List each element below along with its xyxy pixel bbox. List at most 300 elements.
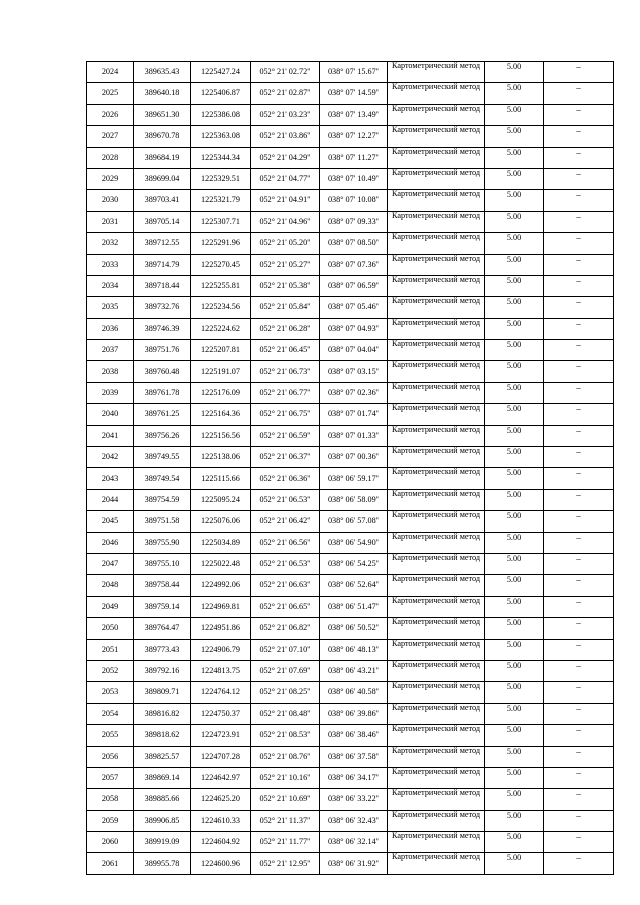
method-cell: Картометрический метод bbox=[388, 147, 485, 168]
latitude-cell: 052° 21' 06.82" bbox=[251, 618, 320, 639]
method-cell: Картометрический метод bbox=[388, 62, 485, 83]
accuracy-cell: 5.00 bbox=[485, 639, 544, 660]
table-row bbox=[87, 233, 614, 254]
coord-y-cell: 1225307.71 bbox=[191, 211, 251, 232]
latitude-cell: 052° 21' 08.48" bbox=[251, 703, 320, 724]
point-number-cell: 2038 bbox=[87, 361, 134, 382]
point-number-cell: 2043 bbox=[87, 468, 134, 489]
longitude-cell: 038° 06' 52.64" bbox=[320, 575, 388, 596]
coord-y-cell: 1225406.87 bbox=[191, 83, 251, 104]
method-cell: Картометрический метод bbox=[388, 639, 485, 660]
latitude-cell: 052° 21' 06.53" bbox=[251, 553, 320, 574]
coord-x-cell: 389760.48 bbox=[134, 361, 191, 382]
latitude-cell: 052° 21' 06.59" bbox=[251, 425, 320, 446]
note-cell: – bbox=[544, 682, 614, 703]
note-cell: – bbox=[544, 725, 614, 746]
coord-x-cell: 389758.44 bbox=[134, 575, 191, 596]
latitude-cell: 052° 21' 06.45" bbox=[251, 340, 320, 361]
coord-x-cell: 389761.78 bbox=[134, 382, 191, 403]
latitude-cell: 052° 21' 12.95" bbox=[251, 853, 320, 874]
coord-y-cell: 1225344.34 bbox=[191, 147, 251, 168]
point-number-cell: 2031 bbox=[87, 211, 134, 232]
coord-y-cell: 1224906.79 bbox=[191, 639, 251, 660]
table-row bbox=[87, 489, 614, 510]
table-row bbox=[87, 810, 614, 831]
point-number-cell: 2026 bbox=[87, 104, 134, 125]
coord-y-cell: 1224642.97 bbox=[191, 767, 251, 788]
point-number-cell: 2048 bbox=[87, 575, 134, 596]
coord-x-cell: 389718.44 bbox=[134, 275, 191, 296]
point-number-cell: 2032 bbox=[87, 233, 134, 254]
latitude-cell: 052° 21' 06.77" bbox=[251, 382, 320, 403]
note-cell: – bbox=[544, 746, 614, 767]
latitude-cell: 052° 21' 04.96" bbox=[251, 211, 320, 232]
point-number-cell: 2039 bbox=[87, 382, 134, 403]
table-row bbox=[87, 532, 614, 553]
point-number-cell: 2047 bbox=[87, 553, 134, 574]
accuracy-cell: 5.00 bbox=[485, 511, 544, 532]
note-cell: – bbox=[544, 168, 614, 189]
longitude-cell: 038° 07' 08.50" bbox=[320, 233, 388, 254]
latitude-cell: 052° 21' 05.38" bbox=[251, 275, 320, 296]
longitude-cell: 038° 06' 59.17" bbox=[320, 468, 388, 489]
method-cell: Картометрический метод bbox=[388, 233, 485, 254]
accuracy-cell: 5.00 bbox=[485, 810, 544, 831]
note-cell: – bbox=[544, 639, 614, 660]
accuracy-cell: 5.00 bbox=[485, 425, 544, 446]
table-row bbox=[87, 618, 614, 639]
latitude-cell: 052° 21' 07.69" bbox=[251, 660, 320, 681]
coord-y-cell: 1224992.06 bbox=[191, 575, 251, 596]
coord-y-cell: 1225291.96 bbox=[191, 233, 251, 254]
method-cell: Картометрический метод bbox=[388, 168, 485, 189]
table-row bbox=[87, 447, 614, 468]
coord-y-cell: 1225115.66 bbox=[191, 468, 251, 489]
coord-x-cell: 389684.19 bbox=[134, 147, 191, 168]
point-number-cell: 2052 bbox=[87, 660, 134, 681]
note-cell: – bbox=[544, 404, 614, 425]
longitude-cell: 038° 06' 34.17" bbox=[320, 767, 388, 788]
note-cell: – bbox=[544, 553, 614, 574]
latitude-cell: 052° 21' 06.65" bbox=[251, 596, 320, 617]
table-row bbox=[87, 789, 614, 810]
longitude-cell: 038° 06' 50.52" bbox=[320, 618, 388, 639]
note-cell: – bbox=[544, 382, 614, 403]
longitude-cell: 038° 07' 05.46" bbox=[320, 297, 388, 318]
note-cell: – bbox=[544, 468, 614, 489]
coord-x-cell: 389773.43 bbox=[134, 639, 191, 660]
coord-y-cell: 1224625.20 bbox=[191, 789, 251, 810]
coord-x-cell: 389714.79 bbox=[134, 254, 191, 275]
coord-y-cell: 1224951.86 bbox=[191, 618, 251, 639]
note-cell: – bbox=[544, 62, 614, 83]
longitude-cell: 038° 06' 40.58" bbox=[320, 682, 388, 703]
longitude-cell: 038° 07' 09.33" bbox=[320, 211, 388, 232]
coord-y-cell: 1224610.33 bbox=[191, 810, 251, 831]
latitude-cell: 052° 21' 06.53" bbox=[251, 489, 320, 510]
table-row bbox=[87, 361, 614, 382]
note-cell: – bbox=[544, 511, 614, 532]
accuracy-cell: 5.00 bbox=[485, 489, 544, 510]
table-row bbox=[87, 553, 614, 574]
point-number-cell: 2059 bbox=[87, 810, 134, 831]
note-cell: – bbox=[544, 190, 614, 211]
coord-x-cell: 389885.66 bbox=[134, 789, 191, 810]
method-cell: Картометрический метод bbox=[388, 361, 485, 382]
accuracy-cell: 5.00 bbox=[485, 62, 544, 83]
coord-x-cell: 389764.47 bbox=[134, 618, 191, 639]
method-cell: Картометрический метод bbox=[388, 297, 485, 318]
accuracy-cell: 5.00 bbox=[485, 832, 544, 853]
coord-y-cell: 1225363.08 bbox=[191, 126, 251, 147]
coord-y-cell: 1224600.96 bbox=[191, 853, 251, 874]
accuracy-cell: 5.00 bbox=[485, 254, 544, 275]
table-row bbox=[87, 853, 614, 874]
coord-x-cell: 389755.90 bbox=[134, 532, 191, 553]
table-row bbox=[87, 404, 614, 425]
point-number-cell: 2044 bbox=[87, 489, 134, 510]
method-cell: Картометрический метод bbox=[388, 275, 485, 296]
latitude-cell: 052° 21' 06.56" bbox=[251, 532, 320, 553]
method-cell: Картометрический метод bbox=[388, 618, 485, 639]
coord-x-cell: 389825.57 bbox=[134, 746, 191, 767]
point-number-cell: 2034 bbox=[87, 275, 134, 296]
accuracy-cell: 5.00 bbox=[485, 789, 544, 810]
note-cell: – bbox=[544, 532, 614, 553]
coord-y-cell: 1224813.75 bbox=[191, 660, 251, 681]
method-cell: Картометрический метод bbox=[388, 104, 485, 125]
coord-y-cell: 1225427.24 bbox=[191, 62, 251, 83]
accuracy-cell: 5.00 bbox=[485, 168, 544, 189]
note-cell: – bbox=[544, 853, 614, 874]
latitude-cell: 052° 21' 04.91" bbox=[251, 190, 320, 211]
accuracy-cell: 5.00 bbox=[485, 703, 544, 724]
coord-x-cell: 389754.59 bbox=[134, 489, 191, 510]
table-row bbox=[87, 126, 614, 147]
latitude-cell: 052° 21' 02.72" bbox=[251, 62, 320, 83]
point-number-cell: 2036 bbox=[87, 318, 134, 339]
method-cell: Картометрический метод bbox=[388, 126, 485, 147]
accuracy-cell: 5.00 bbox=[485, 233, 544, 254]
accuracy-cell: 5.00 bbox=[485, 83, 544, 104]
table-row bbox=[87, 596, 614, 617]
longitude-cell: 038° 06' 58.09" bbox=[320, 489, 388, 510]
accuracy-cell: 5.00 bbox=[485, 746, 544, 767]
method-cell: Картометрический метод bbox=[388, 404, 485, 425]
table-row bbox=[87, 190, 614, 211]
longitude-cell: 038° 06' 38.46" bbox=[320, 725, 388, 746]
longitude-cell: 038° 07' 14.59" bbox=[320, 83, 388, 104]
latitude-cell: 052° 21' 05.84" bbox=[251, 297, 320, 318]
table-row bbox=[87, 725, 614, 746]
method-cell: Картометрический метод bbox=[388, 340, 485, 361]
coord-x-cell: 389751.58 bbox=[134, 511, 191, 532]
point-number-cell: 2057 bbox=[87, 767, 134, 788]
coord-x-cell: 389749.54 bbox=[134, 468, 191, 489]
coord-x-cell: 389705.14 bbox=[134, 211, 191, 232]
table-row bbox=[87, 746, 614, 767]
coord-y-cell: 1225270.45 bbox=[191, 254, 251, 275]
longitude-cell: 038° 07' 01.33" bbox=[320, 425, 388, 446]
method-cell: Картометрический метод bbox=[388, 532, 485, 553]
latitude-cell: 052° 21' 08.76" bbox=[251, 746, 320, 767]
method-cell: Картометрический метод bbox=[388, 596, 485, 617]
note-cell: – bbox=[544, 767, 614, 788]
accuracy-cell: 5.00 bbox=[485, 147, 544, 168]
coord-y-cell: 1224707.28 bbox=[191, 746, 251, 767]
latitude-cell: 052° 21' 04.77" bbox=[251, 168, 320, 189]
longitude-cell: 038° 07' 04.93" bbox=[320, 318, 388, 339]
accuracy-cell: 5.00 bbox=[485, 596, 544, 617]
note-cell: – bbox=[544, 810, 614, 831]
method-cell: Картометрический метод bbox=[388, 382, 485, 403]
table-row bbox=[87, 660, 614, 681]
coord-x-cell: 389756.26 bbox=[134, 425, 191, 446]
method-cell: Картометрический метод bbox=[388, 767, 485, 788]
latitude-cell: 052° 21' 11.77" bbox=[251, 832, 320, 853]
accuracy-cell: 5.00 bbox=[485, 660, 544, 681]
accuracy-cell: 5.00 bbox=[485, 575, 544, 596]
point-number-cell: 2051 bbox=[87, 639, 134, 660]
table-row bbox=[87, 468, 614, 489]
coord-y-cell: 1225207.81 bbox=[191, 340, 251, 361]
method-cell: Картометрический метод bbox=[388, 254, 485, 275]
coord-x-cell: 389792.16 bbox=[134, 660, 191, 681]
note-cell: – bbox=[544, 660, 614, 681]
note-cell: – bbox=[544, 425, 614, 446]
table-row bbox=[87, 575, 614, 596]
latitude-cell: 052° 21' 06.75" bbox=[251, 404, 320, 425]
method-cell: Картометрический метод bbox=[388, 725, 485, 746]
coord-x-cell: 389906.85 bbox=[134, 810, 191, 831]
coord-x-cell: 389651.30 bbox=[134, 104, 191, 125]
coord-y-cell: 1225386.08 bbox=[191, 104, 251, 125]
longitude-cell: 038° 06' 32.14" bbox=[320, 832, 388, 853]
accuracy-cell: 5.00 bbox=[485, 340, 544, 361]
note-cell: – bbox=[544, 275, 614, 296]
note-cell: – bbox=[544, 318, 614, 339]
coord-x-cell: 389818.62 bbox=[134, 725, 191, 746]
longitude-cell: 038° 06' 48.13" bbox=[320, 639, 388, 660]
note-cell: – bbox=[544, 361, 614, 382]
table-row bbox=[87, 147, 614, 168]
coord-y-cell: 1225176.09 bbox=[191, 382, 251, 403]
longitude-cell: 038° 07' 02.36" bbox=[320, 382, 388, 403]
latitude-cell: 052° 21' 08.25" bbox=[251, 682, 320, 703]
longitude-cell: 038° 07' 12.27" bbox=[320, 126, 388, 147]
coord-x-cell: 389712.55 bbox=[134, 233, 191, 254]
point-number-cell: 2040 bbox=[87, 404, 134, 425]
coord-y-cell: 1225321.79 bbox=[191, 190, 251, 211]
accuracy-cell: 5.00 bbox=[485, 275, 544, 296]
coord-x-cell: 389635.43 bbox=[134, 62, 191, 83]
table-row bbox=[87, 682, 614, 703]
latitude-cell: 052° 21' 06.73" bbox=[251, 361, 320, 382]
accuracy-cell: 5.00 bbox=[485, 382, 544, 403]
method-cell: Картометрический метод bbox=[388, 703, 485, 724]
longitude-cell: 038° 07' 10.08" bbox=[320, 190, 388, 211]
note-cell: – bbox=[544, 703, 614, 724]
method-cell: Картометрический метод bbox=[388, 789, 485, 810]
table-body bbox=[87, 62, 614, 875]
point-number-cell: 2028 bbox=[87, 147, 134, 168]
note-cell: – bbox=[544, 596, 614, 617]
longitude-cell: 038° 07' 01.74" bbox=[320, 404, 388, 425]
point-number-cell: 2050 bbox=[87, 618, 134, 639]
coord-x-cell: 389869.14 bbox=[134, 767, 191, 788]
note-cell: – bbox=[544, 297, 614, 318]
table-row bbox=[87, 211, 614, 232]
longitude-cell: 038° 07' 15.67" bbox=[320, 62, 388, 83]
longitude-cell: 038° 06' 54.90" bbox=[320, 532, 388, 553]
coord-x-cell: 389751.76 bbox=[134, 340, 191, 361]
table-row bbox=[87, 62, 614, 83]
point-number-cell: 2030 bbox=[87, 190, 134, 211]
latitude-cell: 052° 21' 11.37" bbox=[251, 810, 320, 831]
point-number-cell: 2060 bbox=[87, 832, 134, 853]
coord-x-cell: 389670.78 bbox=[134, 126, 191, 147]
point-number-cell: 2033 bbox=[87, 254, 134, 275]
longitude-cell: 038° 07' 04.04" bbox=[320, 340, 388, 361]
latitude-cell: 052° 21' 07.10" bbox=[251, 639, 320, 660]
point-number-cell: 2041 bbox=[87, 425, 134, 446]
accuracy-cell: 5.00 bbox=[485, 318, 544, 339]
latitude-cell: 052° 21' 06.28" bbox=[251, 318, 320, 339]
longitude-cell: 038° 07' 07.36" bbox=[320, 254, 388, 275]
point-number-cell: 2054 bbox=[87, 703, 134, 724]
table-row bbox=[87, 275, 614, 296]
point-number-cell: 2049 bbox=[87, 596, 134, 617]
method-cell: Картометрический метод bbox=[388, 83, 485, 104]
point-number-cell: 2055 bbox=[87, 725, 134, 746]
note-cell: – bbox=[544, 489, 614, 510]
method-cell: Картометрический метод bbox=[388, 318, 485, 339]
coord-y-cell: 1225156.56 bbox=[191, 425, 251, 446]
point-number-cell: 2035 bbox=[87, 297, 134, 318]
latitude-cell: 052° 21' 02.87" bbox=[251, 83, 320, 104]
coordinates-table bbox=[86, 61, 614, 875]
note-cell: – bbox=[544, 618, 614, 639]
latitude-cell: 052° 21' 06.37" bbox=[251, 447, 320, 468]
latitude-cell: 052° 21' 04.29" bbox=[251, 147, 320, 168]
coord-y-cell: 1224764.12 bbox=[191, 682, 251, 703]
note-cell: – bbox=[544, 340, 614, 361]
coord-x-cell: 389732.76 bbox=[134, 297, 191, 318]
accuracy-cell: 5.00 bbox=[485, 553, 544, 574]
latitude-cell: 052° 21' 06.36" bbox=[251, 468, 320, 489]
coord-y-cell: 1225095.24 bbox=[191, 489, 251, 510]
accuracy-cell: 5.00 bbox=[485, 853, 544, 874]
coord-y-cell: 1225076.06 bbox=[191, 511, 251, 532]
point-number-cell: 2042 bbox=[87, 447, 134, 468]
point-number-cell: 2037 bbox=[87, 340, 134, 361]
point-number-cell: 2058 bbox=[87, 789, 134, 810]
note-cell: – bbox=[544, 789, 614, 810]
longitude-cell: 038° 06' 51.47" bbox=[320, 596, 388, 617]
point-number-cell: 2025 bbox=[87, 83, 134, 104]
accuracy-cell: 5.00 bbox=[485, 682, 544, 703]
longitude-cell: 038° 06' 37.58" bbox=[320, 746, 388, 767]
point-number-cell: 2046 bbox=[87, 532, 134, 553]
coord-y-cell: 1225329.51 bbox=[191, 168, 251, 189]
coord-x-cell: 389703.41 bbox=[134, 190, 191, 211]
coord-y-cell: 1225022.48 bbox=[191, 553, 251, 574]
table-row bbox=[87, 254, 614, 275]
accuracy-cell: 5.00 bbox=[485, 190, 544, 211]
accuracy-cell: 5.00 bbox=[485, 447, 544, 468]
method-cell: Картометрический метод bbox=[388, 746, 485, 767]
coord-y-cell: 1225255.81 bbox=[191, 275, 251, 296]
table-row bbox=[87, 104, 614, 125]
coord-y-cell: 1225034.89 bbox=[191, 532, 251, 553]
note-cell: – bbox=[544, 126, 614, 147]
longitude-cell: 038° 06' 33.22" bbox=[320, 789, 388, 810]
coord-x-cell: 389816.82 bbox=[134, 703, 191, 724]
coord-x-cell: 389809.71 bbox=[134, 682, 191, 703]
point-number-cell: 2045 bbox=[87, 511, 134, 532]
coord-x-cell: 389640.18 bbox=[134, 83, 191, 104]
accuracy-cell: 5.00 bbox=[485, 725, 544, 746]
note-cell: – bbox=[544, 147, 614, 168]
coord-y-cell: 1225164.36 bbox=[191, 404, 251, 425]
table-row bbox=[87, 511, 614, 532]
accuracy-cell: 5.00 bbox=[485, 104, 544, 125]
method-cell: Картометрический метод bbox=[388, 511, 485, 532]
point-number-cell: 2061 bbox=[87, 853, 134, 874]
point-number-cell: 2056 bbox=[87, 746, 134, 767]
longitude-cell: 038° 06' 32.43" bbox=[320, 810, 388, 831]
point-number-cell: 2053 bbox=[87, 682, 134, 703]
coord-x-cell: 389759.14 bbox=[134, 596, 191, 617]
coord-y-cell: 1224723.91 bbox=[191, 725, 251, 746]
table-row bbox=[87, 168, 614, 189]
method-cell: Картометрический метод bbox=[388, 468, 485, 489]
accuracy-cell: 5.00 bbox=[485, 618, 544, 639]
latitude-cell: 052° 21' 05.27" bbox=[251, 254, 320, 275]
point-number-cell: 2027 bbox=[87, 126, 134, 147]
note-cell: – bbox=[544, 447, 614, 468]
method-cell: Картометрический метод bbox=[388, 447, 485, 468]
note-cell: – bbox=[544, 211, 614, 232]
coord-y-cell: 1224969.81 bbox=[191, 596, 251, 617]
method-cell: Картометрический метод bbox=[388, 489, 485, 510]
method-cell: Картометрический метод bbox=[388, 810, 485, 831]
coord-y-cell: 1225234.56 bbox=[191, 297, 251, 318]
latitude-cell: 052° 21' 10.69" bbox=[251, 789, 320, 810]
accuracy-cell: 5.00 bbox=[485, 404, 544, 425]
method-cell: Картометрический метод bbox=[388, 832, 485, 853]
method-cell: Картометрический метод bbox=[388, 853, 485, 874]
table-row bbox=[87, 639, 614, 660]
method-cell: Картометрический метод bbox=[388, 425, 485, 446]
table-row bbox=[87, 83, 614, 104]
table-row bbox=[87, 767, 614, 788]
method-cell: Картометрический метод bbox=[388, 575, 485, 596]
latitude-cell: 052° 21' 03.23" bbox=[251, 104, 320, 125]
longitude-cell: 038° 07' 06.59" bbox=[320, 275, 388, 296]
longitude-cell: 038° 06' 39.86" bbox=[320, 703, 388, 724]
accuracy-cell: 5.00 bbox=[485, 126, 544, 147]
table-row bbox=[87, 340, 614, 361]
longitude-cell: 038° 06' 43.21" bbox=[320, 660, 388, 681]
longitude-cell: 038° 07' 13.49" bbox=[320, 104, 388, 125]
method-cell: Картометрический метод bbox=[388, 190, 485, 211]
accuracy-cell: 5.00 bbox=[485, 468, 544, 489]
latitude-cell: 052° 21' 10.16" bbox=[251, 767, 320, 788]
table-row bbox=[87, 703, 614, 724]
coord-x-cell: 389761.25 bbox=[134, 404, 191, 425]
table-row bbox=[87, 425, 614, 446]
